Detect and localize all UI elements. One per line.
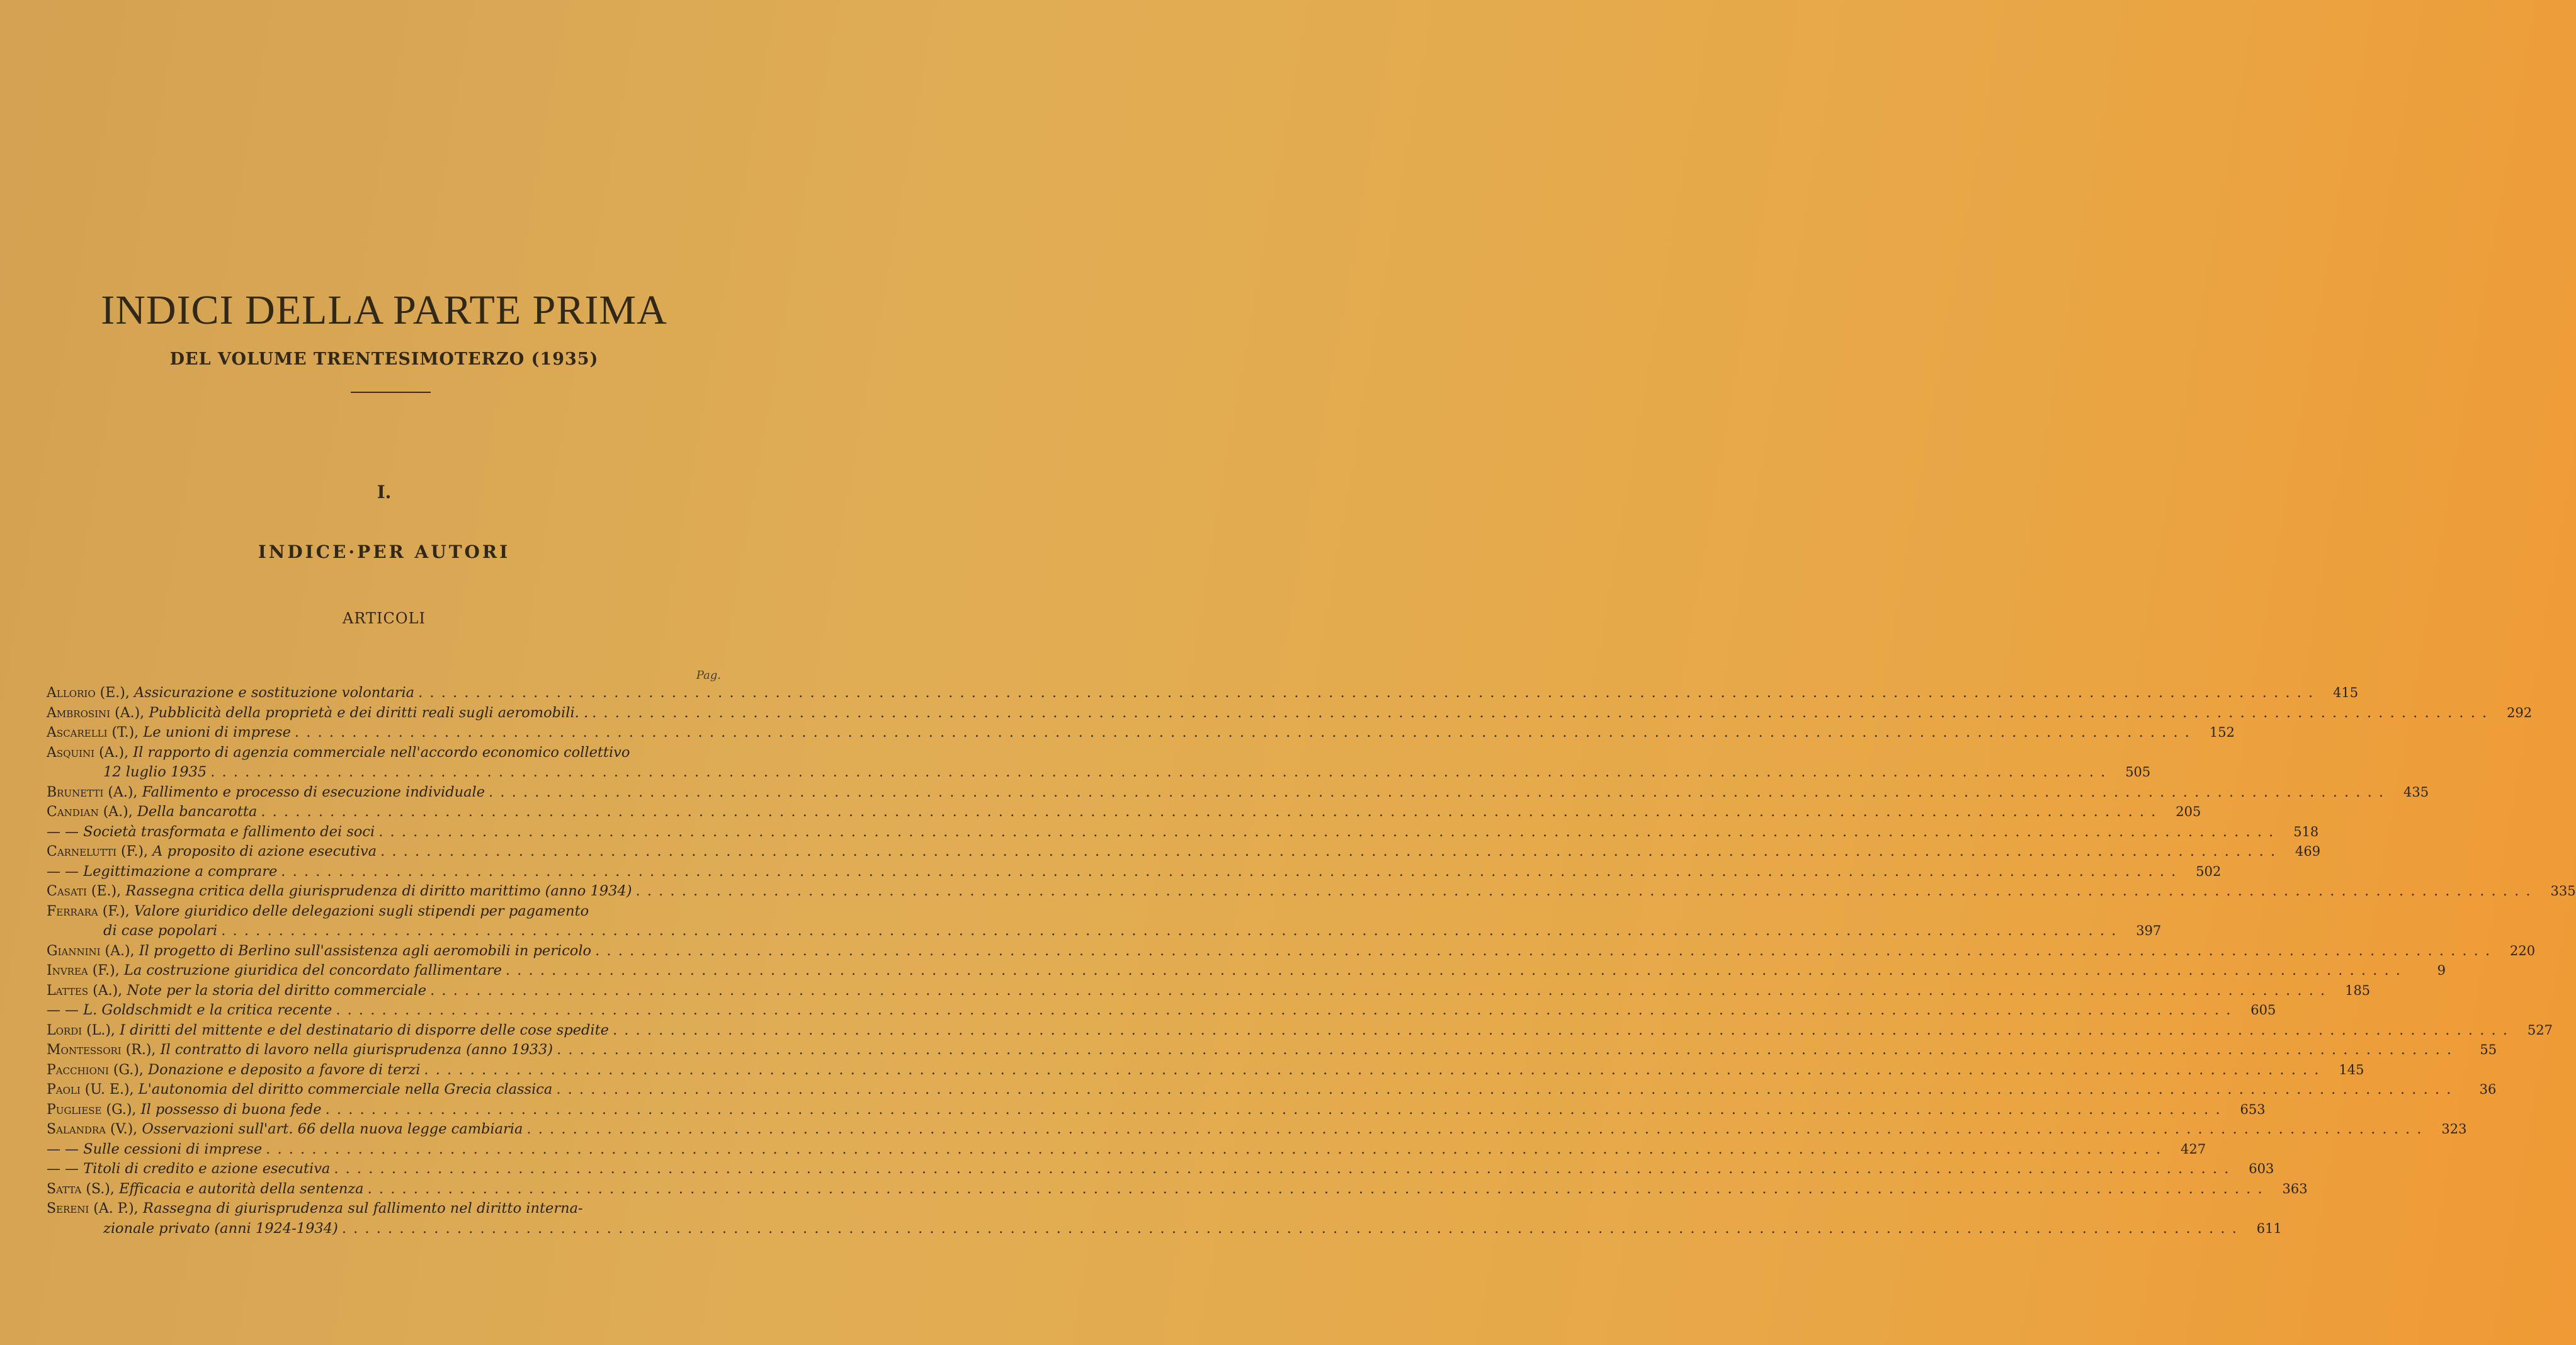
entry-title: Rassegna di giurisprudenza sul fallimento nel diritto interna- [142, 1200, 583, 1217]
entry-title: Il rapporto di agenzia commerciale nell'accordo economico collettivo [133, 744, 630, 761]
entry-author: Brunetti (A.), [47, 784, 138, 800]
entry-author: — — [47, 1161, 79, 1177]
entry-title: Il progetto di Berlino sull'assistenza agli aeromobili in pericolo [139, 942, 592, 959]
leader-dots [380, 842, 2276, 862]
index-entry [47, 743, 2151, 783]
entry-title: Note per la storia del diritto commerciale [127, 982, 427, 999]
index-entry [47, 802, 2201, 822]
entry-page-number: 292 [2507, 705, 2533, 720]
entry-page-number: 152 [2209, 725, 2235, 740]
index-entry [47, 842, 2321, 862]
leader-dots [336, 1001, 2232, 1021]
entry-page-number: 505 [2125, 764, 2151, 780]
leader-dots [613, 1021, 2509, 1041]
entry-author: Montessori (R.), [47, 1042, 156, 1058]
leader-dots [430, 981, 2326, 1001]
index-entry [47, 941, 2536, 962]
index-entry [47, 822, 2319, 843]
entry-title: Il contratto di lavoro nella giurisprudenza (anno 1933) [160, 1041, 553, 1058]
index-entry [47, 961, 2446, 981]
leader-dots [295, 723, 2191, 743]
index-entry [47, 1199, 2282, 1239]
index-entry [47, 1001, 2276, 1021]
entry-page-number: 9 [2437, 963, 2446, 978]
entry-title: Della bancarotta [137, 803, 258, 820]
entry-author: — — [47, 1141, 79, 1157]
leader-dots [266, 1140, 2162, 1160]
index-entry [47, 683, 2359, 703]
index-entry [47, 1080, 2497, 1100]
entry-author: Salandra (V.), [47, 1121, 138, 1137]
entry-title: Le unioni di imprese [143, 724, 291, 741]
index-entry [47, 1120, 2467, 1140]
entry-title: A proposito di azione esecutiva [152, 843, 377, 860]
index-entry [47, 723, 2235, 743]
entry-author: Carnelutti (F.), [47, 844, 149, 860]
volume-subtitle: DEL VOLUME TRENTESIMOTERZO (1935) [169, 349, 599, 369]
entry-title: Titoli di credito e azione esecutiva [83, 1161, 331, 1177]
entry-author: Ascarelli (T.), [47, 725, 139, 741]
entry-title: L'autonomia del diritto commerciale nella Grecia classica [138, 1081, 553, 1098]
entry-author: Pugliese (G.), [47, 1101, 137, 1118]
main-title: INDICI DELLA PARTE PRIMA [101, 287, 667, 333]
entry-page-number: 397 [2136, 923, 2162, 938]
entry-title: Osservazioni sull'art. 66 della nuova legge cambiaria [142, 1121, 523, 1137]
entry-page-number: 435 [2403, 784, 2429, 800]
index-entry [47, 862, 2221, 882]
entry-page-number: 220 [2510, 943, 2536, 958]
index-entry [47, 783, 2429, 803]
entry-page-number: 415 [2333, 685, 2359, 700]
index-entry [47, 1040, 2497, 1060]
entry-author: Lordi (L.), [47, 1022, 115, 1038]
entry-page-number: 502 [2196, 863, 2221, 879]
entry-page-number: 653 [2240, 1101, 2266, 1117]
leader-dots [424, 1060, 2320, 1081]
entry-author: Pacchioni (G.), [47, 1062, 144, 1078]
entry-page-number: 323 [2441, 1121, 2467, 1137]
index-entry [47, 1100, 2266, 1120]
index-entry [47, 1021, 2553, 1041]
leader-dots [592, 703, 2488, 724]
leader-dots [489, 783, 2385, 803]
entry-page-number: 145 [2339, 1062, 2364, 1077]
entry-title: Donazione e deposito a favore di terzi [148, 1061, 421, 1078]
entry-author: Satta (S.), [47, 1181, 115, 1197]
entry-author: Ambrosini (A.), [47, 705, 145, 721]
entry-title: I diritti del mittente e del destinatario di disporre delle cose spedite [120, 1021, 609, 1038]
leader-dots [556, 1080, 2452, 1100]
entry-page-number: 335 [2550, 883, 2576, 899]
entry-page-number: 36 [2479, 1082, 2497, 1097]
leader-dots [261, 802, 2157, 822]
entry-title: L. Goldschmidt e la critica recente [83, 1002, 332, 1018]
entry-title: Valore giuridico delle delegazioni sugli stipendi per pagamento [133, 902, 589, 919]
leader-dots [342, 1219, 2238, 1239]
index-entry [47, 703, 2533, 724]
entry-author: Candian (A.), [47, 804, 133, 820]
entry-author: — — [47, 1002, 79, 1018]
leader-dots [326, 1100, 2221, 1120]
entry-title: Società trasformata e fallimento dei soci [83, 823, 375, 840]
leader-dots [368, 1179, 2264, 1200]
entry-title: Legittimazione a comprare [83, 863, 278, 880]
leader-dots [221, 921, 2117, 941]
entry-author: — — [47, 863, 79, 880]
index-entry [47, 1159, 2274, 1179]
entry-author: Asquini (A.), [47, 744, 129, 761]
entry-page-number: 527 [2527, 1022, 2553, 1038]
leader-dots [210, 763, 2106, 783]
leader-dots [636, 882, 2532, 902]
entry-page-number: 427 [2181, 1141, 2206, 1157]
entry-author: Casati (E.), [47, 883, 122, 899]
section-title: INDICE·PER AUTORI [258, 542, 511, 562]
leader-dots [557, 1040, 2453, 1060]
index-entry [47, 882, 2576, 902]
entry-author: Paoli (U. E.), [47, 1082, 134, 1098]
entry-title: di case popolari [103, 922, 218, 939]
entry-title: La costruzione giuridica del concordato fallimentare [123, 962, 502, 979]
leader-dots [506, 961, 2402, 981]
author-index-list [47, 683, 2576, 1239]
entry-title: Rassegna critica della giurisprudenza di diritto marittimo (anno 1934) [125, 883, 632, 899]
entry-title: Pubblicità della proprietà e dei diritti reali sugli aeromobili. . [149, 704, 589, 721]
entry-page-number: 611 [2256, 1220, 2282, 1236]
entry-title: 12 luglio 1935 [103, 764, 207, 780]
leader-dots [334, 1159, 2230, 1179]
entry-title: zionale privato (anni 1924-1934) [103, 1220, 338, 1237]
entry-title: Efficacia e autorità della sentenza [118, 1180, 364, 1197]
entry-page-number: 603 [2249, 1161, 2274, 1176]
entry-title: Sulle cessioni di imprese [83, 1140, 263, 1157]
section-number: I. [377, 482, 392, 502]
entry-page-number: 185 [2345, 982, 2371, 998]
entry-page-number: 363 [2282, 1181, 2308, 1196]
index-entry [47, 902, 2162, 941]
index-entry [47, 1179, 2308, 1200]
entry-author: Invrea (F.), [47, 963, 120, 979]
index-entry [47, 981, 2371, 1001]
entry-author: Sereni (A. P.), [47, 1201, 139, 1217]
entry-page-number: 469 [2295, 844, 2321, 859]
title-divider [351, 392, 431, 393]
index-entry [47, 1060, 2364, 1081]
entry-page-number: 205 [2176, 804, 2201, 819]
entry-title: Il possesso di buona fede [140, 1101, 322, 1118]
entry-author: — — [47, 824, 79, 840]
entry-page-number: 518 [2293, 824, 2319, 839]
page-column-label: Pag. [696, 669, 721, 682]
entry-author: Giannini (A.), [47, 943, 135, 959]
index-entry [47, 1140, 2206, 1160]
entry-title: Fallimento e processo di esecuzione individuale [142, 783, 485, 800]
entry-author: Lattes (A.), [47, 982, 123, 999]
entry-title: Assicurazione e sostituzione volontaria [134, 684, 415, 701]
leader-dots [418, 683, 2314, 703]
leader-dots [526, 1120, 2422, 1140]
leader-dots [281, 862, 2177, 882]
leader-dots [595, 941, 2491, 962]
leader-dots [378, 822, 2274, 843]
entry-page-number: 605 [2250, 1002, 2276, 1018]
entry-author: Allorio (E.), [47, 685, 130, 701]
subsection-title: ARTICOLI [343, 610, 426, 627]
entry-page-number: 55 [2480, 1042, 2497, 1057]
entry-author: Ferrara (F.), [47, 903, 130, 919]
